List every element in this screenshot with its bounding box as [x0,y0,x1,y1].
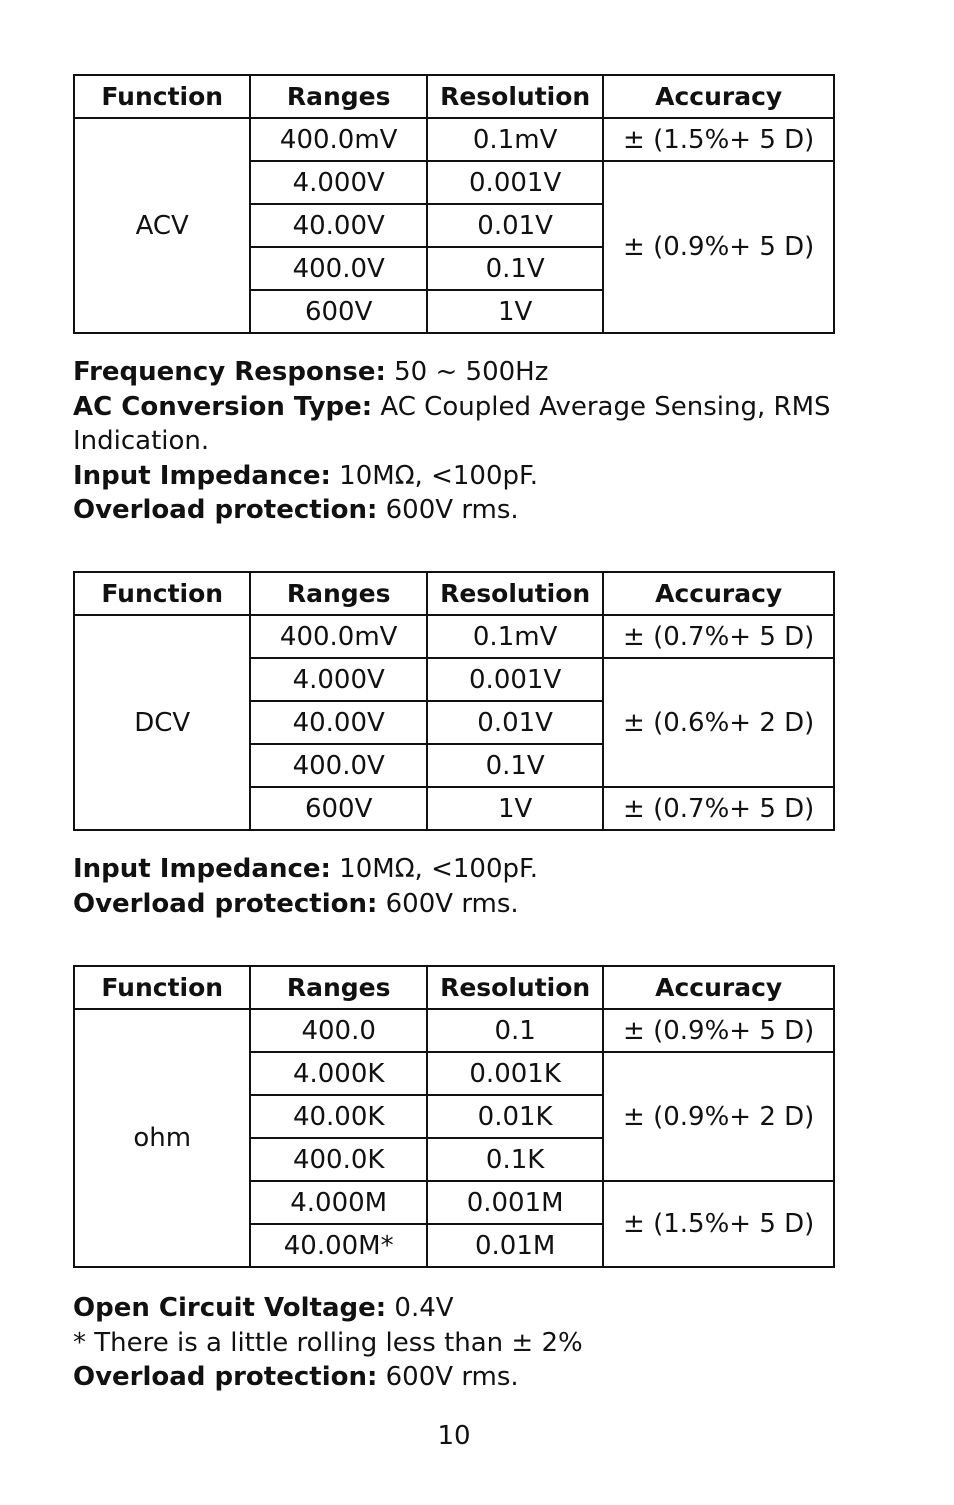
range-cell: 4.000V [250,658,426,701]
header-accuracy: Accuracy [603,572,834,615]
table-row [74,1009,834,1052]
function-cell: ACV [74,118,250,333]
resolution-cell: 0.01M [427,1224,603,1267]
dcv-notes [73,852,843,921]
note-label: AC Conversion Type: [73,391,373,422]
header-accuracy: Accuracy [603,966,834,1009]
note-label: Input Impedance: [73,460,331,491]
note-label: Overload protection: [73,888,378,919]
header-function: Function [74,75,250,118]
note-line [73,355,843,390]
note-line [73,1291,843,1326]
resolution-cell: 0.1V [427,744,603,787]
ohm-notes [73,1291,843,1395]
note-line [73,459,843,494]
resolution-cell: 0.01K [427,1095,603,1138]
note-label: Frequency Response: [73,357,386,387]
header-ranges: Ranges [250,572,426,615]
resolution-cell: 0.1K [427,1138,603,1181]
note-label: Input Impedance: [73,854,331,884]
table-row [74,118,834,161]
header-function: Function [74,966,250,1009]
note-text: 0.4V [386,1293,454,1323]
range-cell: 40.00V [250,701,426,744]
note-text: 600V rms. [377,888,519,919]
ohm-spec-table [73,965,835,1268]
resolution-cell: 0.01V [427,701,603,744]
function-cell: ohm [74,1009,250,1267]
range-cell: 400.0K [250,1138,426,1181]
acv-notes [73,355,843,528]
range-cell: 400.0V [250,744,426,787]
acv-spec-table [73,74,835,334]
accuracy-cell: ± (0.9%+ 2 D) [603,1052,834,1181]
note-label: Overload protection: [73,1362,378,1392]
range-cell: 4.000K [250,1052,426,1095]
note-line [73,493,843,528]
note-line [73,852,843,887]
note-text: 600V rms. [377,1362,519,1392]
range-cell: 400.0 [250,1009,426,1052]
range-cell: 40.00M* [250,1224,426,1267]
resolution-cell: 0.001V [427,658,603,701]
resolution-cell: 0.1mV [427,118,603,161]
table-header-row [74,966,834,1009]
note-text: AC Coupled Average Sensing, RMS Indication. [73,391,831,456]
range-cell: 4.000V [250,161,426,204]
accuracy-cell: ± (0.9%+ 5 D) [603,1009,834,1052]
resolution-cell: 0.001V [427,161,603,204]
range-cell: 4.000M [250,1181,426,1224]
accuracy-cell: ± (0.7%+ 5 D) [603,787,834,830]
accuracy-cell: ± (0.7%+ 5 D) [603,615,834,658]
range-cell: 40.00K [250,1095,426,1138]
note-line [73,390,843,459]
resolution-cell: 0.1mV [427,615,603,658]
range-cell: 600V [250,787,426,830]
header-function: Function [74,572,250,615]
resolution-cell: 0.1V [427,247,603,290]
range-cell: 400.0mV [250,118,426,161]
resolution-cell: 0.01V [427,204,603,247]
resolution-cell: 0.001M [427,1181,603,1224]
note-text: 600V rms. [377,495,519,525]
range-cell: 40.00V [250,204,426,247]
range-cell: 600V [250,290,426,333]
accuracy-cell: ± (0.9%+ 5 D) [603,161,834,333]
header-ranges: Ranges [250,75,426,118]
table-header-row [74,572,834,615]
header-accuracy: Accuracy [603,75,834,118]
range-cell: 400.0V [250,247,426,290]
table-header-row [74,75,834,118]
resolution-cell: 1V [427,787,603,830]
header-resolution: Resolution [427,75,603,118]
range-cell: 400.0mV [250,615,426,658]
note-label: Open Circuit Voltage: [73,1293,387,1323]
header-ranges: Ranges [250,966,426,1009]
function-cell: DCV [74,615,250,830]
resolution-cell: 1V [427,290,603,333]
dcv-spec-table [73,571,835,831]
note-label: Overload protection: [73,495,378,525]
note-text: * There is a little rolling less than ± 2% [73,1327,583,1358]
note-line [73,1326,843,1361]
header-resolution: Resolution [427,966,603,1009]
table-row [74,615,834,658]
note-text: 10MΩ, <100pF. [330,460,539,491]
note-line [73,887,843,922]
page-number: 10 [437,1421,471,1451]
note-line [73,1360,843,1395]
header-resolution: Resolution [427,572,603,615]
resolution-cell: 0.001K [427,1052,603,1095]
resolution-cell: 0.1 [427,1009,603,1052]
accuracy-cell: ± (1.5%+ 5 D) [603,1181,834,1267]
accuracy-cell: ± (0.6%+ 2 D) [603,658,834,787]
note-text: 10MΩ, <100pF. [330,854,539,884]
accuracy-cell: ± (1.5%+ 5 D) [603,118,834,161]
note-text: 50 ~ 500Hz [385,357,549,387]
